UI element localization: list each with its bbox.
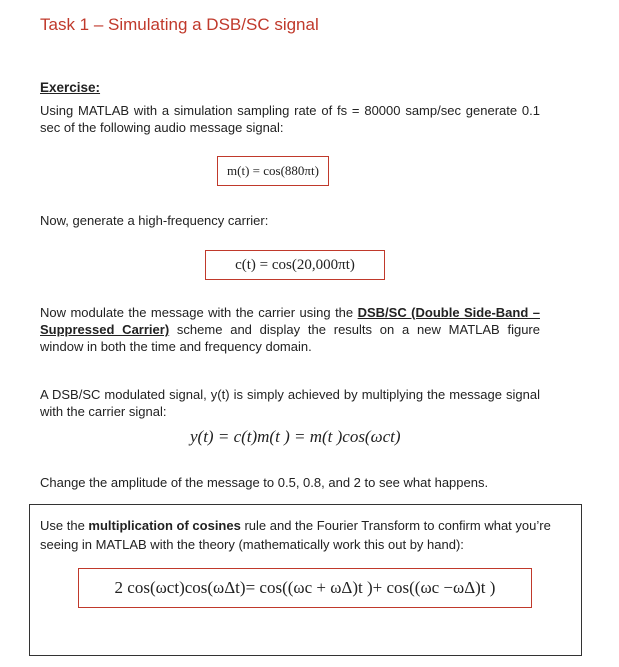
multiplication-of-cosines: multiplication of cosines: [88, 518, 241, 533]
modulate-post: scheme and display the results on a new MATLAB figure window in both the time and frequency domain.: [40, 322, 540, 354]
dsb-equation: y(t) = c(t)m(t ) = m(t )cos(ωct): [190, 427, 401, 446]
message-equation: m(t) = cos(880πt): [227, 163, 319, 178]
message-equation-box: [217, 156, 329, 186]
carrier-equation-box: [205, 250, 385, 280]
carrier-intro: Now, generate a high-frequency carrier:: [40, 213, 269, 228]
theory-post: rule and the Fourier Transform to confirm what you’re seeing in MATLAB with the theory (mathematically work this out by hand):: [40, 518, 551, 552]
carrier-equation: c(t) = cos(20,000πt): [235, 256, 355, 273]
modulate-pre: Now modulate the message with the carrier using the: [40, 305, 358, 320]
dsb-sc-term: DSB/SC (Double Side-Band – Suppressed Carrier): [40, 305, 540, 337]
exercise-intro: Using MATLAB with a simulation sampling rate of fs = 80000 samp/sec generate 0.1 sec of the following audio message signal:: [40, 103, 540, 135]
theory-pre: Use the: [40, 518, 89, 533]
modulate-paragraph: [40, 304, 540, 355]
exercise-heading: Exercise:: [40, 80, 101, 95]
amplitude-note: Change the amplitude of the message to 0.5, 0.8, and 2 to see what happens.: [40, 475, 489, 490]
page-title: Task 1 – Simulating a DSB/SC signal: [40, 15, 319, 34]
theory-paragraph: [40, 516, 565, 554]
cosine-identity-equation: 2 cos(ωct)cos(ωΔt)= cos((ωc + ωΔ)t )+ cos((ωc −ωΔ)t ): [114, 578, 496, 597]
cosine-identity-box: [78, 568, 532, 608]
dsb-intro: A DSB/SC modulated signal, y(t) is simply achieved by multiplying the message signal with the carrier signal:: [40, 387, 540, 419]
